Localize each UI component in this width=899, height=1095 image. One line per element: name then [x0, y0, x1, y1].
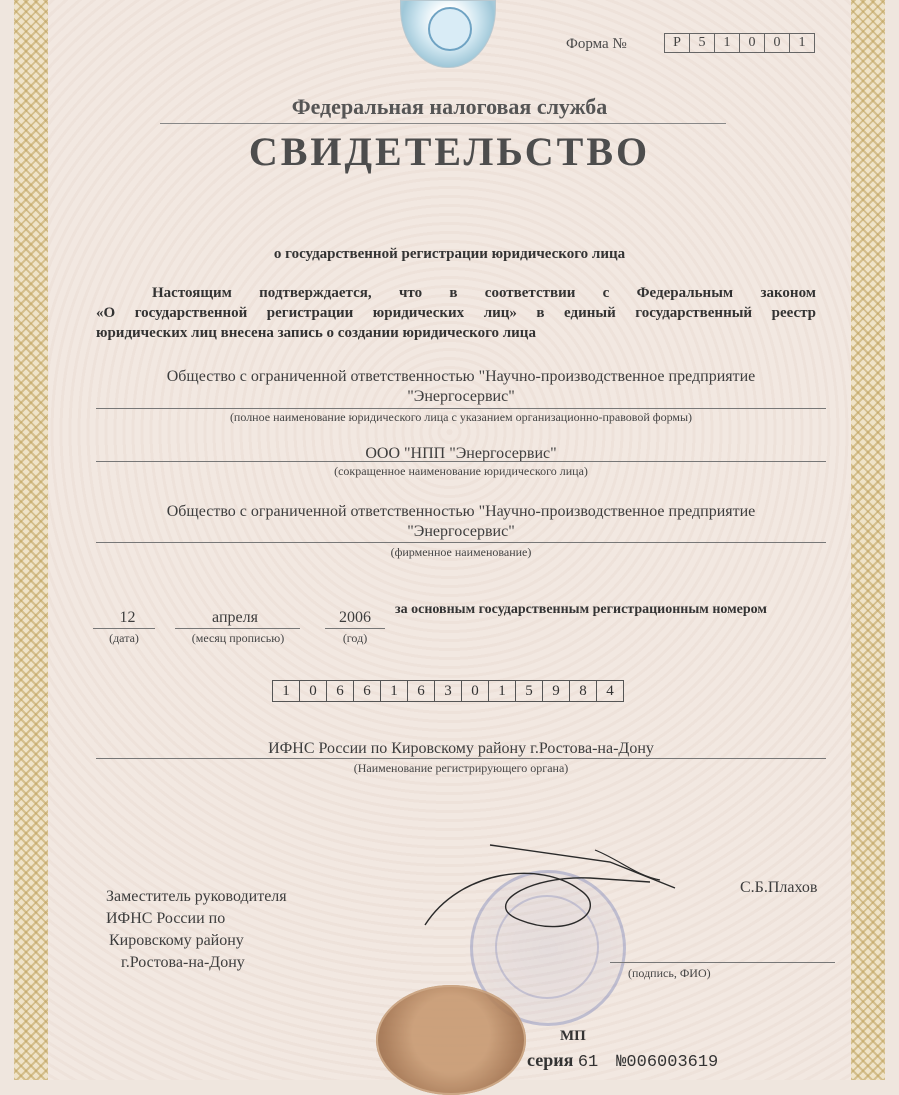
ogrn-digit: 6	[327, 681, 354, 701]
series-number	[527, 1050, 718, 1072]
field-rule	[175, 628, 300, 629]
ogrn-digit: 1	[273, 681, 300, 701]
signer-position	[106, 886, 287, 974]
ogrn-digit: 1	[489, 681, 516, 701]
ogrn-digit: 0	[462, 681, 489, 701]
registering-authority: ИФНС России по Кировскому району г.Ростова-на-Дону	[268, 740, 654, 757]
form-digit: 0	[740, 34, 765, 52]
firm-name-line: "Энергосервис"	[407, 523, 515, 540]
handwritten-signature-icon	[420, 840, 680, 950]
date-day: 12	[119, 609, 136, 626]
full-name-hint: (полное наименование юридического лица с указанием организационно-правовой формы)	[229, 410, 693, 424]
series-label: серия	[527, 1050, 574, 1070]
firm-name-field	[96, 502, 826, 542]
date-year: 2006	[339, 609, 371, 626]
date-year-hint: (год)	[342, 631, 368, 645]
form-digit: 1	[798, 35, 806, 50]
ogrn-digit: 5	[516, 681, 543, 701]
signer-line: ИФНС России по	[106, 910, 226, 927]
signature-rule	[610, 962, 835, 963]
signer-line: г.Ростова-на-Дону	[121, 954, 245, 971]
ogrn-digit: 6	[354, 681, 381, 701]
document-title: СВИДЕТЕЛЬСТВО	[248, 129, 651, 174]
ogrn-label: за основным государственным регистрационным номером	[395, 602, 767, 617]
field-rule	[96, 461, 826, 462]
header-divider	[160, 123, 726, 124]
ogrn-digit: 1	[381, 681, 408, 701]
certificate-number: №006003619	[616, 1053, 719, 1072]
date-day-hint: (дата)	[109, 631, 139, 645]
date-month: апреля	[212, 609, 258, 626]
signature-hint: (подпись, ФИО)	[628, 966, 711, 980]
firm-name-hint: (фирменное наименование)	[390, 545, 532, 559]
gold-seal-icon	[376, 985, 526, 1095]
intro-line: «О государственной регистрации юридических лиц» в единый государственный реестр	[96, 305, 816, 321]
signer-line: Заместитель руководителя	[106, 888, 287, 905]
service-name: Федеральная налоговая служба	[291, 94, 608, 119]
field-rule	[96, 408, 826, 409]
field-rule	[96, 758, 826, 759]
signer-name: С.Б.Плахов	[740, 879, 818, 896]
intro-paragraph	[96, 283, 816, 343]
document-subtitle: о государственной регистрации юридического лица	[273, 246, 626, 262]
ogrn-digit: 0	[300, 681, 327, 701]
form-digit: 0	[765, 34, 790, 52]
ogrn-digit: 6	[408, 681, 435, 701]
ogrn-digit: 9	[543, 681, 570, 701]
full-name-line: "Энергосервис"	[407, 388, 515, 405]
form-digit: 5	[690, 34, 715, 52]
form-digit: 1	[715, 34, 740, 52]
ogrn-digit: 3	[435, 681, 462, 701]
full-name-field	[96, 367, 826, 407]
field-rule	[96, 542, 826, 543]
series-value: 61	[577, 1053, 599, 1072]
registering-authority-hint: (Наименование регистрирующего органа)	[353, 761, 569, 775]
form-digit: Р	[665, 34, 690, 52]
firm-name-line: Общество с ограниченной ответственностью "Научно-производственное предприятие	[166, 503, 756, 520]
date-month-hint: (месяц прописью)	[191, 631, 285, 645]
form-label: Форма №	[566, 36, 627, 52]
ogrn-digit: 8	[570, 681, 597, 701]
field-rule	[93, 628, 155, 629]
full-name-line: Общество с ограниченной ответственностью "Научно-производственное предприятие	[166, 368, 756, 385]
ogrn-digit: 4	[606, 683, 614, 699]
ogrn-boxes	[272, 680, 624, 702]
field-rule	[325, 628, 385, 629]
signer-line: Кировскому району	[109, 932, 244, 949]
stamp-place-label: МП	[560, 1028, 586, 1044]
short-name-hint: (сокращенное наименование юридического лица)	[334, 464, 588, 478]
form-number-boxes	[664, 33, 815, 53]
intro-line: Настоящим подтверждается, что в соответствии с Федеральным законом	[152, 285, 816, 301]
short-name-field: ООО "НПП "Энергосервис"	[365, 445, 557, 462]
intro-line: юридических лиц внесена запись о создании юридического лица	[96, 325, 536, 341]
